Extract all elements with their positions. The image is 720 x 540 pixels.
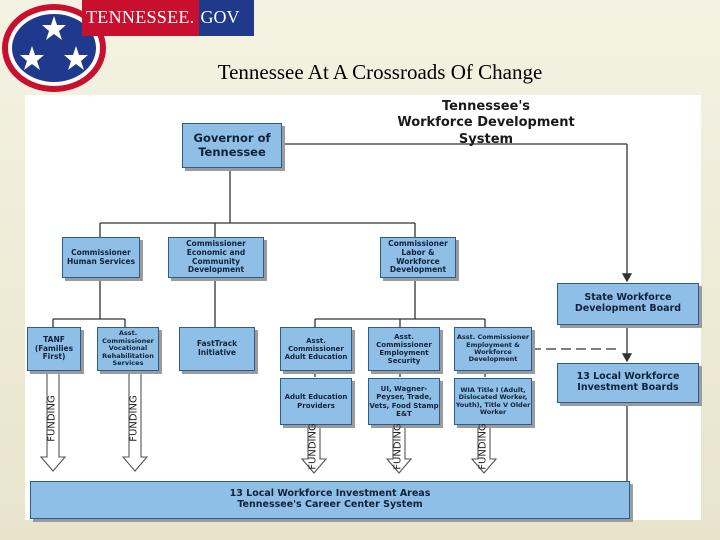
asst-adult-education-box: Asst. Commissioner Adult Education bbox=[280, 327, 352, 371]
org-chart-diagram bbox=[25, 95, 701, 520]
asst-employment-security-box: Asst. Commissioner Employment Security bbox=[368, 327, 440, 371]
brand-tennessee: TENNESSEE. bbox=[82, 0, 199, 36]
commissioner-labor-box: Commissioner Labor & Workforce Development bbox=[380, 237, 456, 278]
local-investment-boards-box: 13 Local Workforce Investment Boards bbox=[557, 363, 699, 403]
funding-label-wia: FUNDING bbox=[477, 423, 489, 470]
areas-line2: Tennessee's Career Center System bbox=[237, 499, 423, 510]
wia-title-box: WIA Title I (Adult, Dislocated Worker, Youth), Title V Older Worker bbox=[454, 378, 532, 425]
funding-label-voc: FUNDING bbox=[128, 395, 140, 442]
funding-label-adult-ed: FUNDING bbox=[307, 423, 319, 470]
tanf-box: TANF (Families First) bbox=[27, 327, 81, 371]
funding-label-tanf: FUNDING bbox=[46, 395, 58, 442]
ui-wagner-peyser-box: UI, Wagner-Peyser, Trade, Vets, Food Stamp E&T bbox=[368, 378, 440, 425]
asst-employment-development-box: Asst. Commissioner Employment & Workforce Development bbox=[454, 327, 532, 371]
governor-box: Governor of Tennessee bbox=[182, 123, 282, 168]
tennessee-gov-brand[interactable] bbox=[82, 0, 254, 36]
funding-label-ui: FUNDING bbox=[392, 423, 404, 470]
brand-gov: GOV bbox=[199, 0, 254, 36]
diagram-title-line1: Tennessee's bbox=[441, 99, 531, 114]
asst-vocational-rehab-box: Asst. Commissioner Vocational Rehabilitation Services bbox=[97, 327, 159, 371]
diagram-title-line2: Workforce Development bbox=[397, 115, 575, 131]
diagram-title bbox=[391, 99, 581, 148]
areas-line1: 13 Local Workforce Investment Areas bbox=[229, 488, 431, 500]
slide-title: Tennessee At A Crossroads Of Change bbox=[217, 60, 543, 84]
adult-education-providers-box: Adult Education Providers bbox=[280, 378, 352, 425]
state-workforce-board-box: State Workforce Development Board bbox=[557, 283, 699, 325]
diagram-title-line3: System bbox=[458, 131, 514, 147]
commissioner-human-services-box: Commissioner Human Services bbox=[62, 237, 140, 278]
fasttrack-box: FastTrack Initiative bbox=[179, 327, 255, 371]
commissioner-economic-development-box: Commissioner Economic and Community Development bbox=[168, 237, 264, 278]
local-investment-areas-box bbox=[30, 481, 630, 519]
